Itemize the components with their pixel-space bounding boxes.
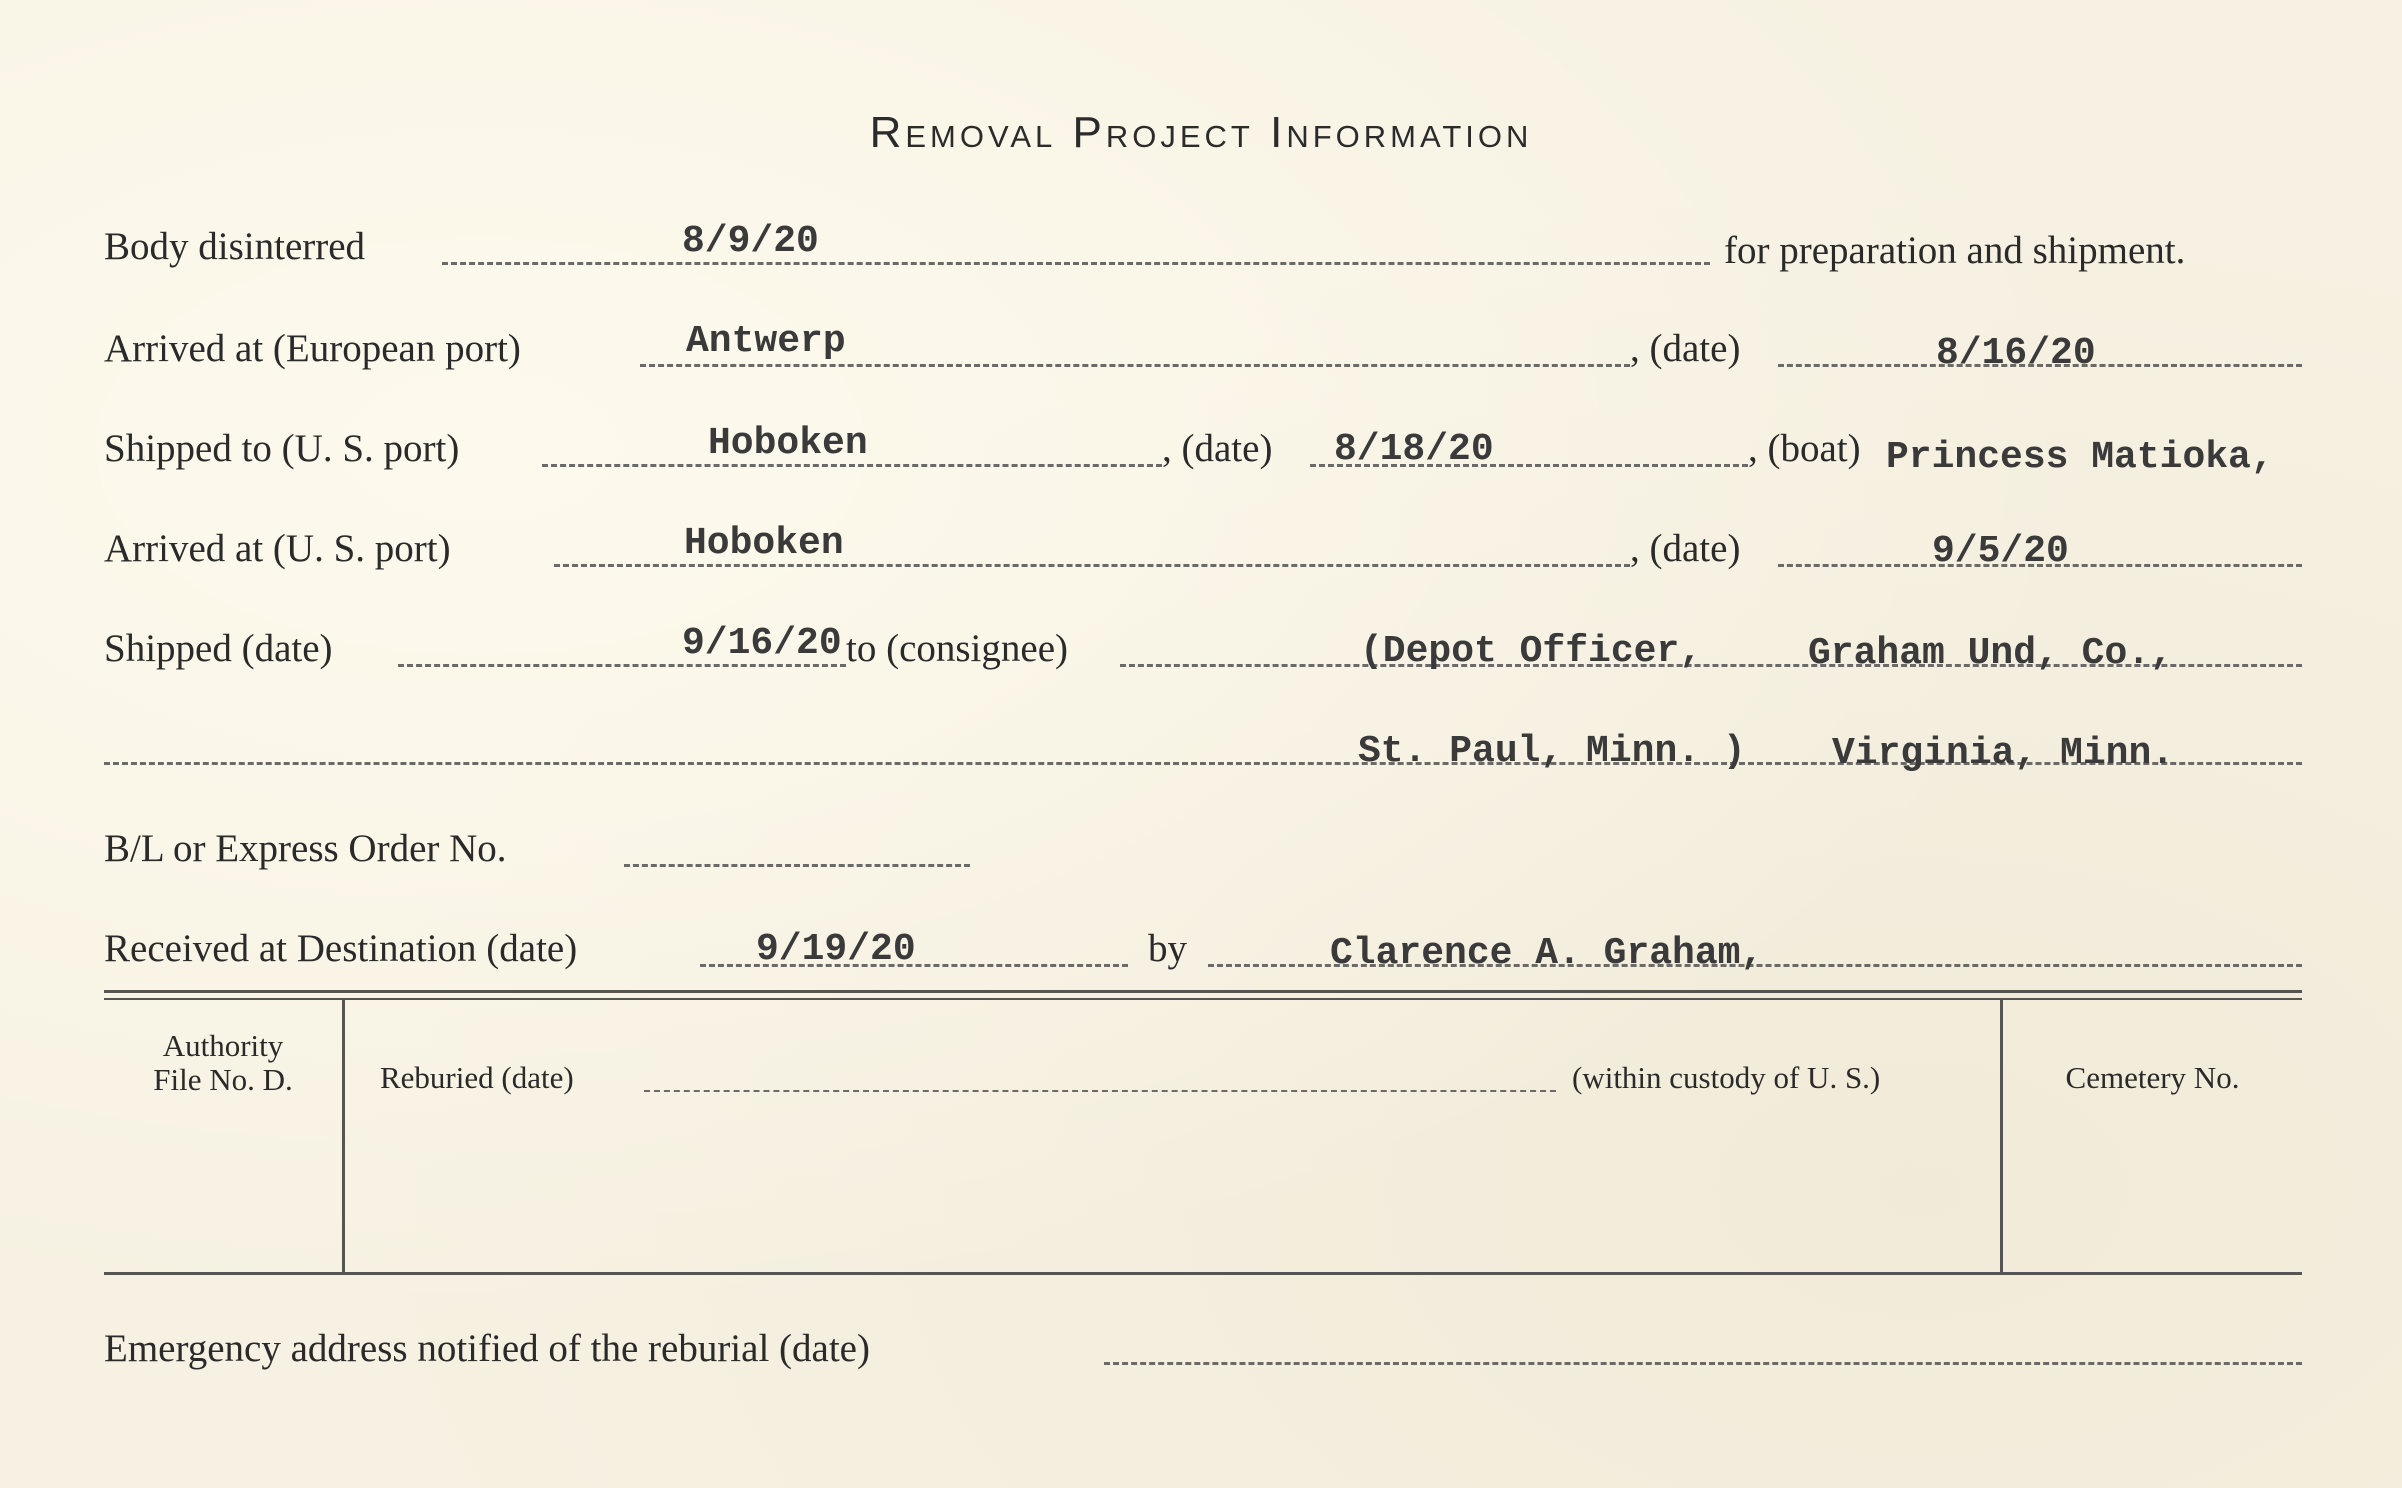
- consignee-1a: (Depot Officer,: [1360, 630, 1703, 673]
- arrived-eu-date: 8/16/20: [1936, 332, 2096, 375]
- shipped-date: 9/16/20: [682, 622, 842, 665]
- consignee-2a: St. Paul, Minn. ): [1358, 730, 1746, 773]
- shipped-us-date: 8/18/20: [1334, 428, 1494, 471]
- authority-label-2: File No. D.: [153, 1062, 293, 1097]
- disinterred-date: 8/9/20: [682, 220, 819, 263]
- bl-line: [624, 864, 970, 867]
- reburied-label: Reburied (date): [380, 1060, 574, 1095]
- box-top-rule-2: [104, 998, 2302, 1000]
- shipped-to-label: to (consignee): [846, 627, 1069, 670]
- shipped-us-port: Hoboken: [708, 422, 868, 465]
- disinterred-label: Body disinterred: [104, 225, 366, 268]
- consignee-1b: Graham Und, Co.,: [1808, 632, 2173, 675]
- arrived-eu-port: Antwerp: [686, 320, 846, 363]
- arrived-us-date-label: , (date): [1630, 527, 1741, 570]
- box-top-rule-1: [104, 990, 2302, 993]
- received-date: 9/19/20: [756, 928, 916, 971]
- disinterred-suffix: for preparation and shipment.: [1724, 229, 2186, 272]
- emergency-label: Emergency address notified of the reburial (date): [104, 1327, 870, 1370]
- emergency-line: [1104, 1362, 2302, 1365]
- arrived-us-date: 9/5/20: [1932, 530, 2069, 573]
- box-bottom-rule: [104, 1272, 2302, 1275]
- consignee-2b: Virginia, Minn.: [1832, 732, 2175, 775]
- arrived-us-label: Arrived at (U. S. port): [104, 527, 451, 570]
- arrived-eu-label: Arrived at (European port): [104, 327, 521, 370]
- disinterred-line: [442, 262, 1710, 265]
- bl-label: B/L or Express Order No.: [104, 827, 507, 870]
- authority-label-1: Authority: [162, 1028, 284, 1063]
- received-by: Clarence A. Graham,: [1330, 932, 1764, 975]
- box-divider-right: [2000, 1000, 2003, 1272]
- shipped-us-label: Shipped to (U. S. port): [104, 427, 460, 470]
- arrived-eu-port-line: [640, 364, 1630, 367]
- shipped-us-boat-label: , (boat): [1748, 427, 1861, 470]
- page-title: Removal Project Information: [869, 108, 1533, 157]
- custody-label: (within custody of U. S.): [1572, 1060, 1881, 1095]
- shipped-us-date-label: , (date): [1162, 427, 1273, 470]
- shipped-label: Shipped (date): [104, 627, 333, 670]
- box-divider-left: [342, 1000, 345, 1272]
- received-by-label: by: [1148, 927, 1187, 970]
- arrived-eu-date-label: , (date): [1630, 327, 1741, 370]
- arrived-us-port: Hoboken: [684, 522, 844, 565]
- cemetery-label: Cemetery No.: [2065, 1060, 2240, 1095]
- reburied-line: [644, 1090, 1556, 1092]
- received-label: Received at Destination (date): [104, 927, 578, 970]
- shipped-us-boat: Princess Matioka,: [1886, 436, 2274, 479]
